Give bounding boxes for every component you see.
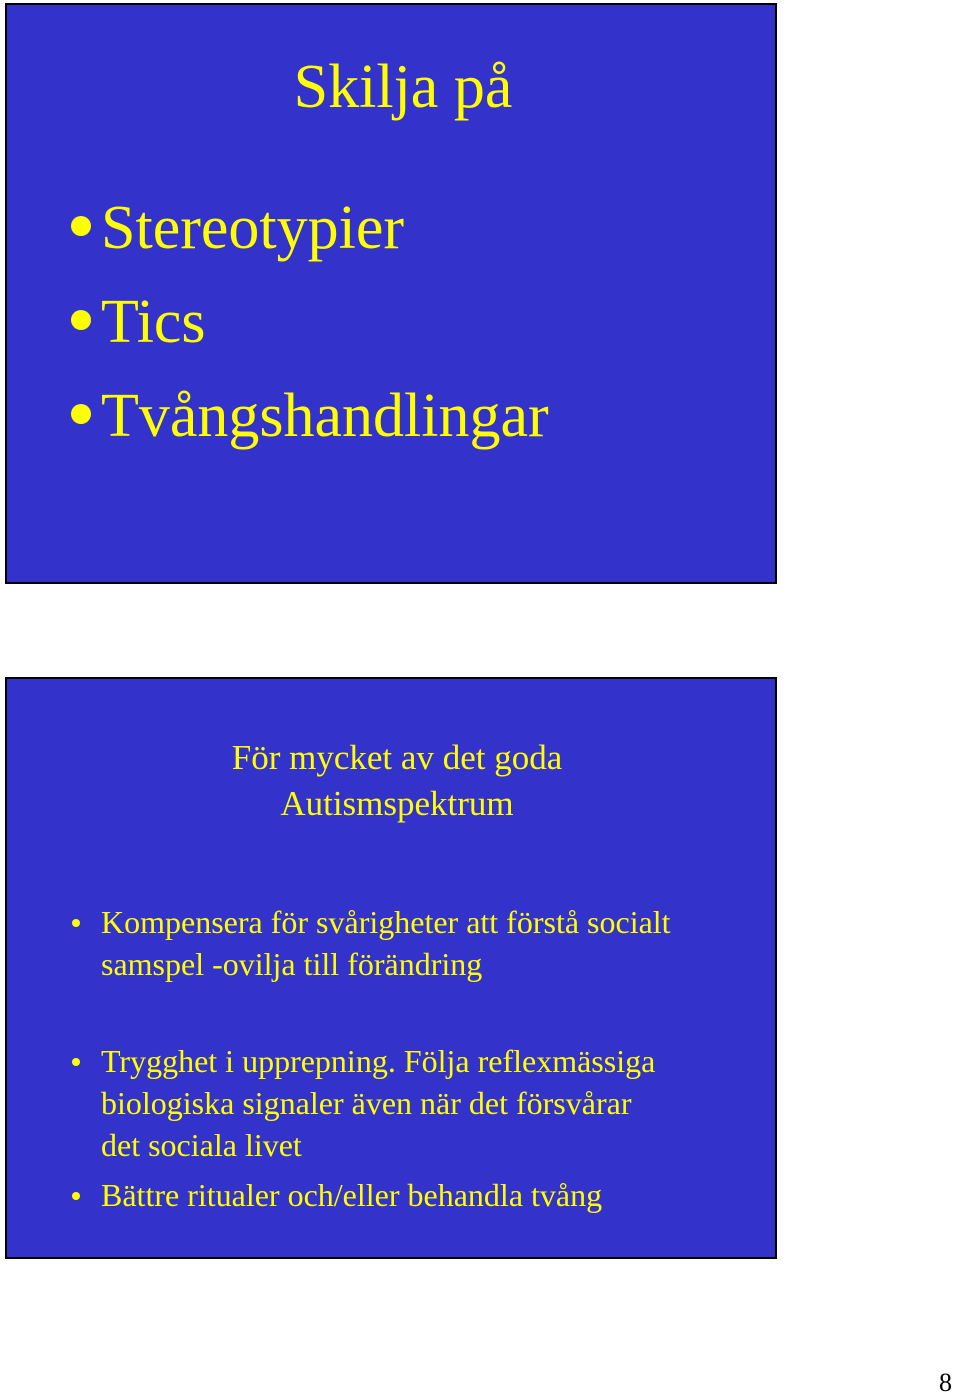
- slide-2-title: [7, 735, 775, 827]
- list-item-label: Tics: [101, 288, 206, 356]
- list-item: [71, 369, 549, 463]
- list-item: [71, 275, 549, 369]
- slide-2-title-line-2: Autismspektrum: [280, 784, 514, 823]
- list-item-line: biologiska signaler även när det försvårar: [101, 1085, 632, 1121]
- bullet-icon: [71, 216, 91, 236]
- slide-1-title: [7, 51, 775, 123]
- list-item: [71, 901, 671, 985]
- bullet-icon: [71, 310, 91, 330]
- list-item-line: Kompensera för svårigheter att förstå socialt: [101, 904, 671, 940]
- bullet-icon: [72, 1058, 80, 1066]
- list-item-line: samspel -ovilja till förändring: [101, 946, 483, 982]
- bullet-icon: [72, 1192, 80, 1200]
- list-item-line: Bättre ritualer och/eller behandla tvång: [101, 1177, 603, 1213]
- bullet-icon: [72, 919, 80, 927]
- list-item-line: Trygghet i upprepning. Följa reflexmässiga: [101, 1043, 656, 1079]
- bullet-icon: [71, 404, 91, 424]
- slide-2-title-line-1: För mycket av det goda: [231, 738, 563, 777]
- list-item-label: Tvångshandlingar: [101, 382, 549, 450]
- slide-1-bullet-list: [71, 181, 549, 463]
- slide-1-title-text: Skilja på: [293, 53, 513, 121]
- list-item-line: det sociala livet: [101, 1127, 302, 1163]
- list-item: [71, 1040, 671, 1166]
- list-item-label: Stereotypier: [101, 194, 405, 262]
- page-number: 8: [939, 1368, 952, 1397]
- slide-2: [5, 677, 777, 1259]
- list-item: [71, 181, 549, 275]
- slide-1: [5, 3, 777, 584]
- list-item: [71, 1174, 671, 1216]
- slide-2-bullet-list: [71, 901, 671, 1216]
